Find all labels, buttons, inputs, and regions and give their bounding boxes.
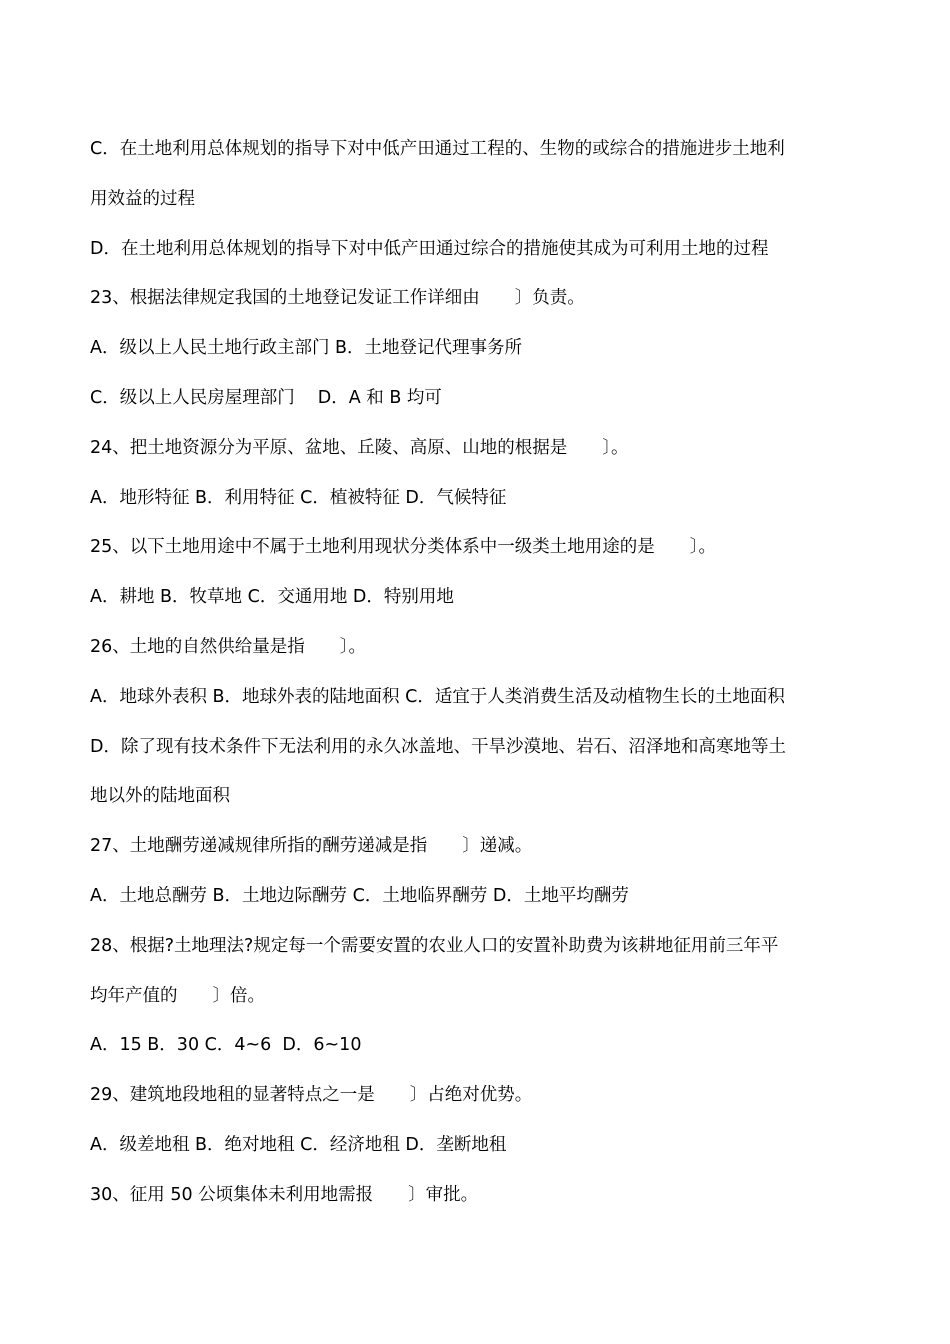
question-26: 26、土地的自然供给量是指 〕。 [90,636,367,657]
text-line: A．级差地租 B．绝对地租 C．经济地租 D．垄断地租 [90,1134,507,1155]
text-line: A．耕地 B．牧草地 C．交通用地 D．特别用地 [90,587,454,608]
text-line: 均年产值的 〕倍。 [90,985,265,1006]
text-line: A．地形特征 B．利用特征 C．植被特征 D．气候特征 [90,487,507,508]
text-line: 地以外的陆地面积 [90,786,230,807]
question-27: 27、土地酬劳递减规律所指的酬劳递减是指 〕递减。 [90,836,533,857]
question-24: 24、把土地资源分为平原、盆地、丘陵、高原、山地的根据是 〕。 [90,437,629,458]
text-line: 用效益的过程 [90,188,195,209]
text-line: A．地球外表积 B．地球外表的陆地面积 C．适宜于人类消费生活及动植物生长的土地面积 [90,686,785,707]
question-25: 25、以下土地用途中不属于土地利用现状分类体系中一级类土地用途的是 〕。 [90,537,717,558]
text-line: D．在土地利用总体规划的指导下对中低产田通过综合的措施使其成为可利用土地的过程 [90,238,769,259]
text-line: A．土地总酬劳 B．土地边际酬劳 C．土地临界酬劳 D．土地平均酬劳 [90,885,629,906]
text-line: C．级以上人民房屋理部门 D．A 和 B 均可 [90,387,442,408]
question-30: 30、征用 50 公顷集体未利用地需报 〕审批。 [90,1184,479,1205]
text-line: C．在土地利用总体规划的指导下对中低产田通过工程的、生物的或综合的措施进步土地利 [90,139,785,159]
text-line: A．级以上人民土地行政主部门 B．土地登记代理事务所 [90,338,523,359]
document-body [90,125,860,1221]
text-line: D．除了现有技术条件下无法利用的永久冰盖地、干旱沙漠地、岩石、沼泽地和高寒地等土 [90,736,786,757]
question-29: 29、建筑地段地租的显著特点之一是 〕占绝对优势。 [90,1085,533,1106]
question-28: 28、根据?土地理法?规定每一个需要安置的农业人口的安置补助费为该耕地征用前三年平 [90,935,779,956]
text-line: A．15 B．30 C．4~6 D．6~10 [90,1035,362,1056]
question-23: 23、根据法律规定我国的土地登记发证工作详细由 〕负责。 [90,288,585,309]
